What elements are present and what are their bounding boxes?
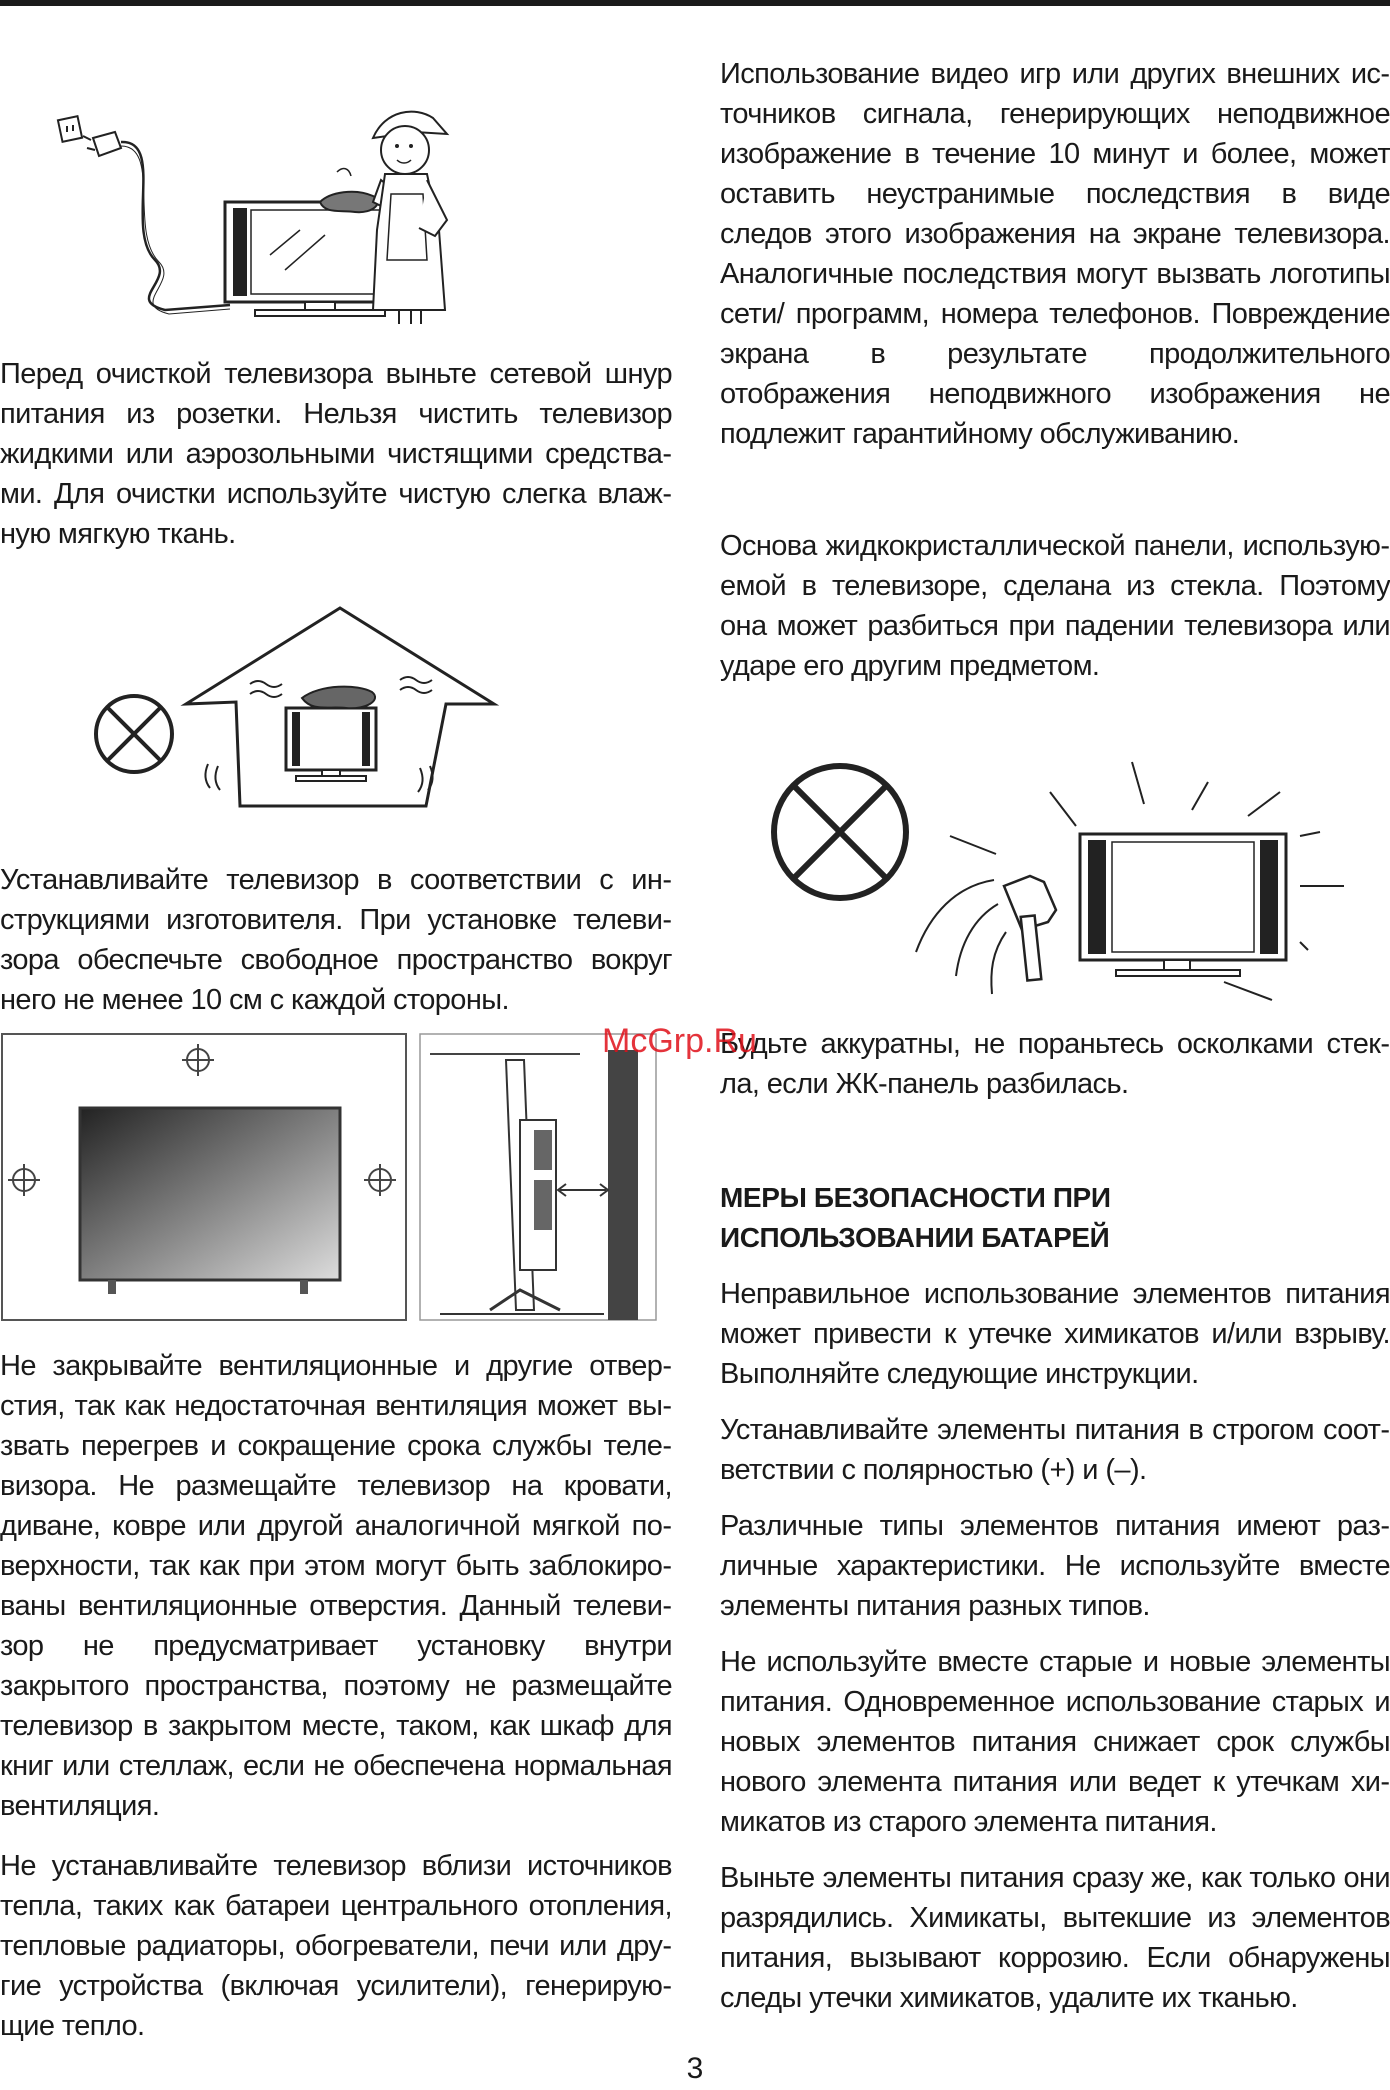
hammer-illustration: [760, 756, 1360, 1016]
polarity-paragraph: Устанавливайте элементы питания в строгом соответствии с полярностью (+) и (–).: [720, 1414, 1390, 1486]
top-rule: [0, 0, 1390, 6]
house-illustration: [90, 600, 510, 810]
batteries-heading: МЕРЫ БЕЗОПАСНОСТИ ПРИ ИСПОЛЬЗОВАНИИ БАТАРЕЙ: [720, 1182, 1111, 1253]
heat-paragraph: Не устанавливайте телевизор вблизи источников тепла, таких как батареи центрального отопления, тепловые радиаторы, обогреватели, печи или другие устройства (включая усилители), генерирующие тепло.: [0, 1850, 672, 2042]
watermark: McGrp.Ru: [602, 1022, 757, 1060]
prohibited-icon: [774, 766, 906, 898]
battery-intro-paragraph: Неправильное использование элементов питания может привести к утечке химикатов и/или взрыву. Выполняйте следующие инструкции.: [720, 1278, 1390, 1390]
glass-paragraph: Основа жидкокристаллической панели, используюемой в телевизоре, сделана из стекла. Поэтому она может разбиться при падении телевизора или ударе его другим предметом.: [720, 530, 1390, 682]
careful-paragraph: Будьте аккуратны, не пораньтесь осколками стекла, если ЖК-панель разбилась.: [720, 1028, 1390, 1100]
types-paragraph: Различные типы элементов питания имеют различные характеристики. Не используйте вместе элементы питания разных типов.: [720, 1510, 1390, 1622]
cleaning-illustration: [55, 110, 475, 325]
clearance-diagram: [0, 1030, 660, 1326]
cleaning-paragraph: Перед очисткой телевизора выньте сетевой шнур питания из розетки. Нельзя чистить телевизор жидкими или аэрозольными чистящими средствами. Для очистки используйте чистую слегка влажную мягкую ткань.: [0, 358, 672, 550]
old-new-paragraph: Не используйте вместе старые и новые элементы питания. Одновременное использование старых и новых элементов питания снижает срок службы нового элемента питания или ведет к утечкам химикатов из старого элемента питания.: [720, 1646, 1390, 1838]
remove-paragraph: Выньте элементы питания сразу же, как только они разрядились. Химикаты, вытекшие из элементов питания, вызывают коррозию. Если обнаружены следы утечки химикатов, удалите их тканью.: [720, 1862, 1390, 2014]
page-number: 3: [686, 2052, 704, 2085]
video-games-paragraph: Использование видео игр или других внешних источников сигнала, генерирующих неподвижное изображение в течение 10 минут и более, может оставить неустранимые последствия в виде следов этого изображения на экране телевизора. Аналогичные последствия могут вызвать логотипы сети/ программ, номера телефонов. Повреждение экрана в результате продолжительного отображения неподвижного изображения не подлежит гарантийному обслуживанию.: [720, 58, 1390, 450]
installation-paragraph: Устанавливайте телевизор в соответствии с инструкциями изготовителя. При установке телевизора обеспечьте свободное пространство вокруг него не менее 10 см с каждой стороны.: [0, 864, 672, 1016]
prohibited-icon: [96, 696, 172, 772]
ventilation-paragraph: Не закрывайте вентиляционные и другие отверстия, так как недостаточная вентиляция может вызвать перегрев и сокращение срока службы телевизора. Не размещайте телевизор на кровати, диване, ковре или другой аналогичной мягкой поверхности, так как при этом могут быть заблокированы вентиляционные отверстия. Данный телевизор не предусматривает установку внутри закрытого пространства, поэтому не размещайте телевизор в закрытом месте, таком, как шкаф для книг или стеллаж, если не обеспечена нормальная вентиляция.: [0, 1350, 672, 1822]
